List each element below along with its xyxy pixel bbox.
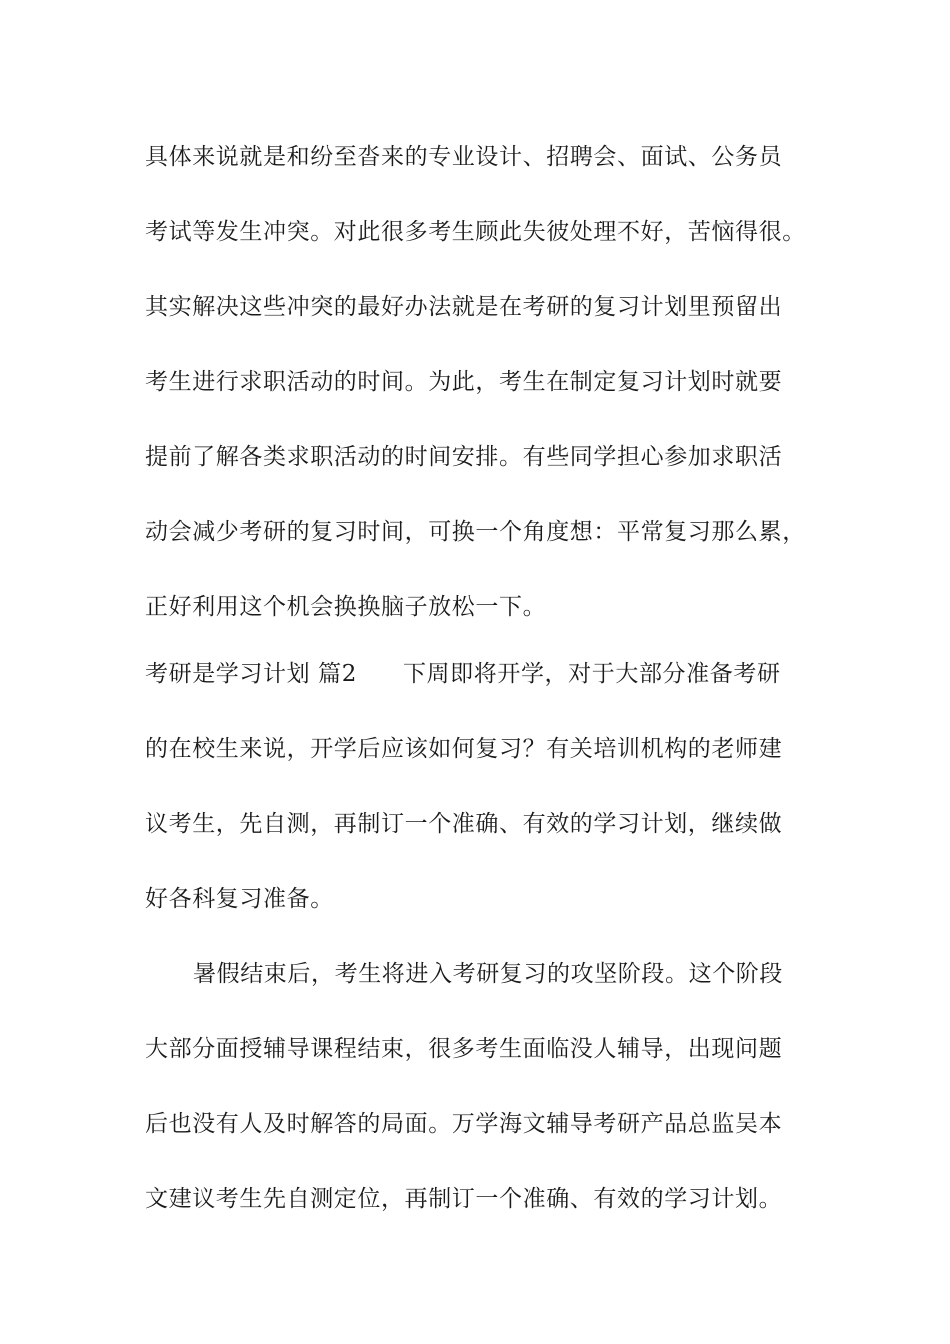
- text-line-11: 好各科复习准备。: [145, 886, 334, 912]
- paragraph-3-line-4: 文建议考生先自测定位，再制订一个准确、有效的学习计划。: [145, 1186, 783, 1212]
- text-line-9: 的在校生来说，开学后应该如何复习？有关培训机构的老师建: [145, 736, 783, 762]
- text-line-3: 其实解决这些冲突的最好办法就是在考研的复习计划里预留出: [145, 294, 783, 320]
- paragraph-3-line-1: 暑假结束后，考生将进入考研复习的攻坚阶段。这个阶段: [193, 961, 783, 987]
- section-first-line-text: 下周即将开学，对于大部分准备考研: [402, 661, 781, 687]
- text-line-1: 具体来说就是和纷至沓来的专业设计、招聘会、面试、公务员: [145, 144, 783, 170]
- text-line-2: 考试等发生冲突。对此很多考生顾此失彼处理不好，苦恼得很。: [145, 219, 806, 245]
- text-line-6: 动会减少考研的复习时间，可换一个角度想：平常复习那么累，: [145, 519, 806, 545]
- text-line-10: 议考生，先自测，再制订一个准确、有效的学习计划，继续做: [145, 811, 783, 837]
- paragraph-3-line-2: 大部分面授辅导课程结束，很多考生面临没人辅导，出现问题: [145, 1036, 783, 1062]
- section-heading: 考研是学习计划 篇2: [145, 661, 357, 687]
- paragraph-3-line-3: 后也没有人及时解答的局面。万学海文辅导考研产品总监吴本: [145, 1111, 783, 1137]
- text-line-5: 提前了解各类求职活动的时间安排。有些同学担心参加求职活: [145, 444, 783, 470]
- text-line-7: 正好利用这个机会换换脑子放松一下。: [145, 594, 547, 620]
- section-heading-line: [145, 659, 845, 689]
- text-line-4: 考生进行求职活动的时间。为此，考生在制定复习计划时就要: [145, 369, 783, 395]
